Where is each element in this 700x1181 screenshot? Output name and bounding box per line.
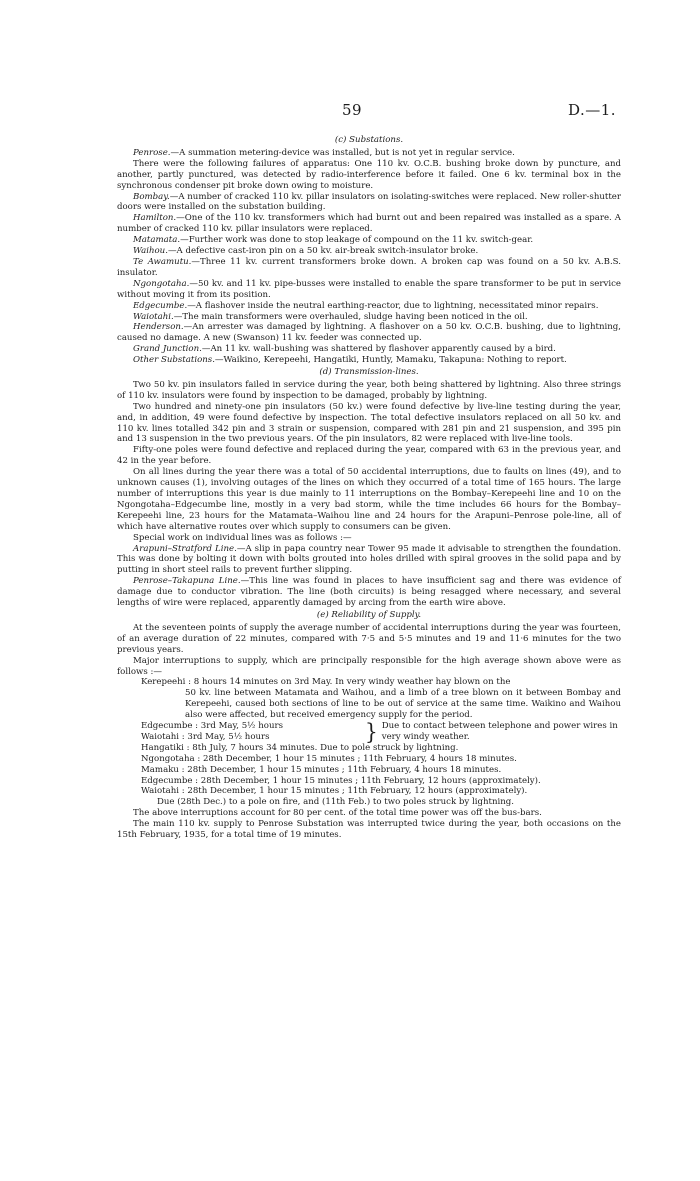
list-item-waiotahi-may: Waiotahi : 3rd May, 5½ hours [141, 731, 270, 742]
page-number: 59 [342, 101, 363, 119]
body-text [117, 134, 621, 841]
line-name: Penrose–Takapuna Line. [133, 576, 241, 587]
paragraph-other-substations: Other Substations.—Waikino, Kerepeehi, Hangatiki, Huntly, Mamaku, Takapuna: Nothing to report. [133, 355, 567, 366]
paragraph-special-work: Special work on individual lines was as follows :— [133, 532, 352, 543]
list-note-cause: Due (28th Dec.) to a pole on fire, and (11th Feb.) to two poles struck by lightning. [157, 797, 515, 808]
station-name: Edgecumbe. [133, 300, 188, 311]
list-item-mamaku: Mamaku : 28th December, 1 hour 15 minutes ; 11th February, 4 hours 18 minutes. [141, 764, 502, 775]
paragraph-pin-failures: Two 50 kv. pin insulators failed in service during the year, both being shattered by lightning. Also three strings of 110 kv. insulators were found by inspection to be damaged, probably by lightning. [117, 379, 621, 401]
list-item-kerepeehi: Kerepeehi : 8 hours 14 minutes on 3rd May. In very windy weather hay blown on the [141, 677, 511, 688]
paragraph-failures: There were the following failures of apparatus: One 110 kv. O.C.B. bushing broke down by puncture, and another, partly punctured, was detected by radio-interference before it failed. One 6 kv. terminal box in the synchronous condenser pit broke down owing to moisture. [117, 158, 621, 191]
paragraph-penrose-takapuna: Penrose–Takapuna Line.—This line was found in places to have insufficient sag and there was evidence of damage due to conductor vibration. The line (both circuits) is being resagged where necessary, and several lengths of wire were replaced, apparently damaged by arcing from the earth wire above. [117, 576, 621, 609]
station-name: Ngongotaha. [133, 278, 190, 289]
station-name: Henderson. [133, 322, 184, 333]
paragraph-interruptions: On all lines during the year there was a total of 50 accidental interruptions, due to faults on lines (49), and to unknown causes (1), involving outages of the lines on which they occurred of a total time of 165 hours. The large number of interruptions this year is due mainly to 11 interruptions on the Bombay–Kerepeehi line and 10 on the Ngongotaha–Edgecumbe line, mostly in a very bad storm, while the time includes 66 hours for the Bombay–Kerepeehi line, 23 hours for the Matamata–Waihou line and 24 hours for the Arapuni–Penrose pole-line, all of which have alternative routes over which supply to consumers can be given. [117, 467, 621, 532]
paragraph-edgecumbe: Edgecumbe.—A flashover inside the neutral earthing-reactor, due to lightning, necessitated minor repairs. [133, 300, 599, 311]
station-name: Penrose. [133, 147, 171, 158]
station-name: Matamata. [133, 235, 181, 246]
station-name: Waihou. [133, 246, 168, 257]
brace-right-text: Due to contact between telephone and power wires in very windy weather. [381, 721, 618, 742]
paragraph-supply-points: At the seventeen points of supply the average number of accidental interruptions during the year was fourteen, of an average duration of 22 minutes, compared with 7·5 and 5·5 minutes and 19 and 11·6 minutes for the two previous years. [117, 622, 621, 655]
list-item-kerepeehi-continued: 50 kv. line between Matamata and Waihou, and a limb of a tree blown on it between Bombay and Kerepeehi, caused both sections of line to be out of service at the same time. Waikino and Waihou also were affected, but received emergency supply for the period. [185, 688, 621, 721]
paragraph-hamilton: Hamilton.—One of the 110 kv. transformers which had burnt out and been repaired was installed as a spare. A number of cracked 110 kv. pillar insulators were replaced. [117, 213, 621, 235]
list-item-hangatiki: Hangatiki : 8th July, 7 hours 34 minutes. Due to pole struck by lightning. [141, 742, 459, 753]
paragraph-waihou: Waihou.—A defective cast-iron pin on a 50 kv. air-break switch-insulator broke. [133, 246, 479, 257]
paragraph-arapuni-stratford: Arapuni–Stratford Line.—A slip in papa country near Tower 95 made it advisable to strengthen the foundation. This was done by bolting it down with bolts grouted into holes drilled with spiral grooves in the solid papa and by putting in short steel rails to prevent further slipping. [117, 543, 621, 576]
paragraph-percentage: The above interruptions account for 80 per cent. of the total time power was off the bus-bars. [133, 808, 542, 819]
station-name: Hamilton. [133, 213, 177, 224]
paragraph-te-awamutu: Te Awamutu.—Three 11 kv. current transformers broke down. A broken cap was found on a 50 kv. A.B.S. insulator. [117, 256, 621, 278]
list-item-waiotahi-dec: Waiotahi : 28th December, 1 hour 15 minutes ; 11th February, 12 hours (approximately). [141, 786, 528, 797]
station-name: Bombay. [133, 191, 170, 202]
station-name: Grand Junction. [133, 344, 202, 355]
list-item-edgecumbe-may: Edgecumbe : 3rd May, 5½ hours [141, 721, 284, 732]
line-name: Arapuni–Stratford Line. [133, 543, 237, 554]
station-name: Te Awamutu. [133, 256, 192, 267]
list-item-edgecumbe-dec: Edgecumbe : 28th December, 1 hour 15 minutes ; 11th February, 12 hours (approximately). [141, 775, 541, 786]
section-heading-substations: (c) Substations. [334, 135, 404, 145]
brace-left-entries [141, 721, 361, 743]
paragraph-insulators: Two hundred and ninety-one pin insulators (50 kv.) were found defective by live-line testing during the year, and, in addition, 49 were found defective by inspection. The total defective insulators replaced on all 50 kv. and 110 kv. lines totalled 342 pin and 3 strain or suspension, compared with 281 pin and 21 suspension, and 395 pin and 13 suspension in the two previous years. Of the pin insulators, 82 were replaced with live-line tools. [117, 401, 621, 445]
paragraph-penrose-supply: The main 110 kv. supply to Penrose Substation was interrupted twice during the year, both occasions on the 15th February, 1935, for a total time of 19 minutes. [117, 819, 621, 841]
document-reference: D.—1. [568, 101, 617, 119]
paragraph-grand-junction: Grand Junction.—An 11 kv. wall-bushing was shattered by flashover apparently caused by a bird. [133, 344, 556, 355]
paragraph-matamata: Matamata.—Further work was done to stop leakage of compound on the 11 kv. switch-gear. [133, 235, 534, 246]
list-item-ngongotaha: Ngongotaha : 28th December, 1 hour 15 minutes ; 11th February, 4 hours 18 minutes. [141, 753, 517, 764]
station-name: Waiotahi. [133, 311, 174, 322]
paragraph-penrose: Penrose.—A summation metering-device was installed, but is not yet in regular service. [133, 147, 515, 158]
paragraph-bombay: Bombay.—A number of cracked 110 kv. pillar insulators on isolating-switches were replaced. New roller-shutter doors were installed on the substation building. [117, 191, 621, 213]
brace-icon: } [365, 718, 378, 746]
station-name: Other Substations. [133, 355, 215, 366]
paragraph-poles: Fifty-one poles were found defective and replaced during the year, compared with 63 in the previous year, and 42 in the year before. [117, 445, 621, 467]
section-heading-reliability: (e) Reliability of Supply. [316, 609, 422, 620]
section-heading-transmission: (d) Transmission-lines. [319, 367, 419, 378]
paragraph-major-interruptions: Major interruptions to supply, which are principally responsible for the high average shown above were as follows :— [117, 655, 621, 677]
brace-group [141, 718, 621, 746]
paragraph-ngongotaha: Ngongotaha.—50 kv. and 11 kv. pipe-busses were installed to enable the spare transformer to be put in service without moving it from its position. [117, 278, 621, 300]
paragraph-henderson: Henderson.—An arrester was damaged by lightning. A flashover on a 50 kv. O.C.B. bushing, due to lightning, caused no damage. A new (Swanson) 11 kv. feeder was connected up. [117, 322, 621, 344]
paragraph-waiotahi: Waiotahi.—The main transformers were overhauled, sludge having been noticed in the oil. [133, 311, 528, 322]
